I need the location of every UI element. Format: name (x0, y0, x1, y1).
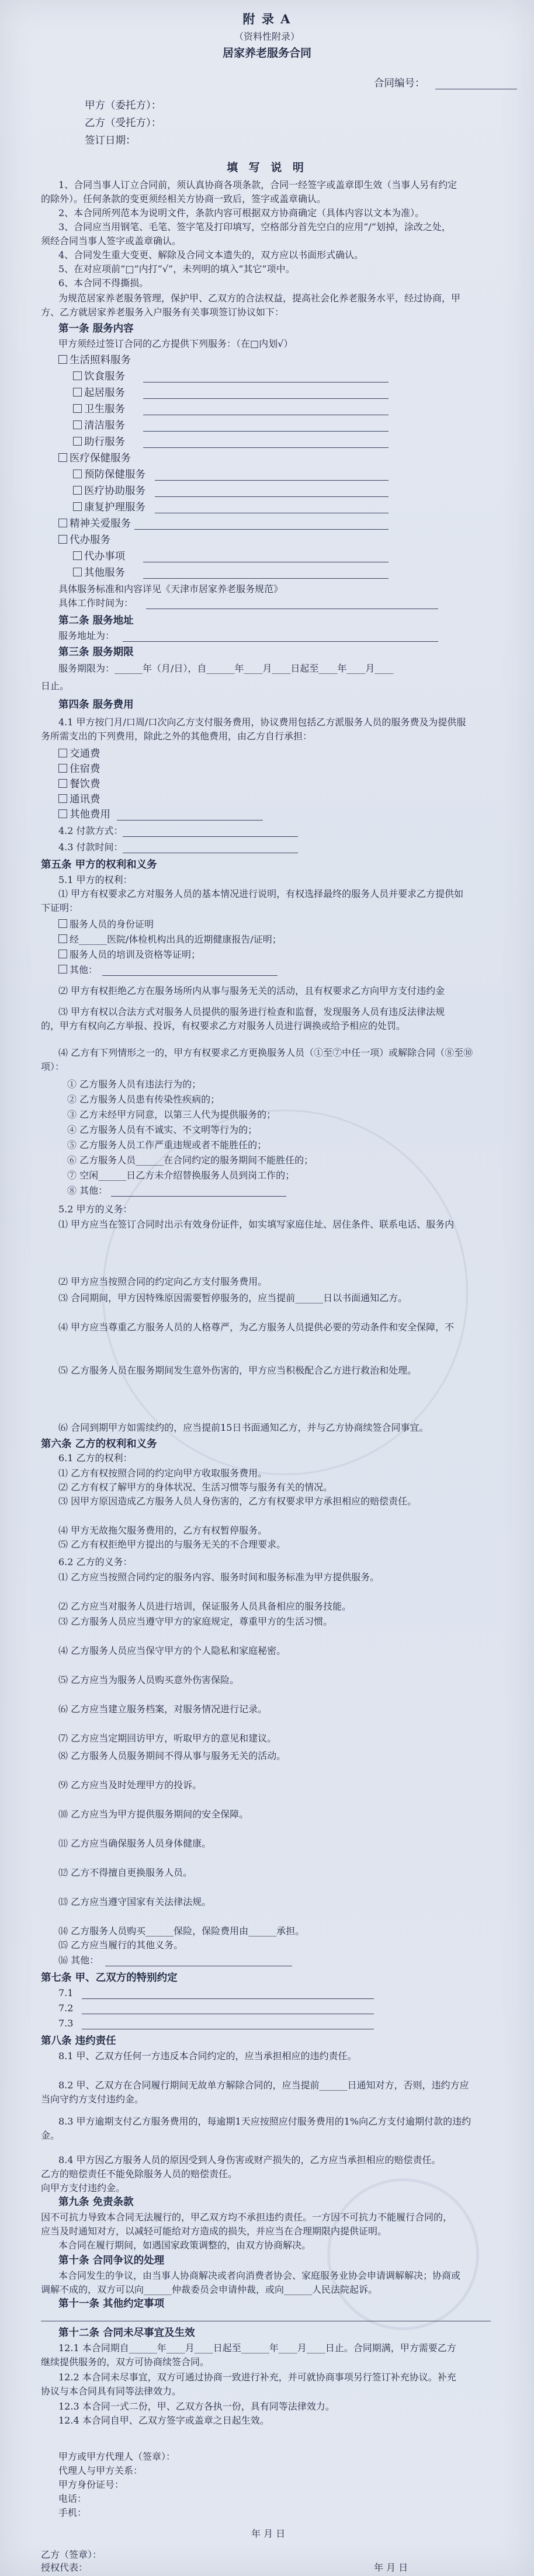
clause-line: ⑵ 甲方应当按照合同的约定向乙方支付服务费用。 (58, 1276, 268, 1287)
article-7-heading: 第七条 甲、乙双方的特别约定 (41, 1972, 178, 1984)
checkbox[interactable] (58, 779, 67, 788)
party-a-id-label: 甲方身份证号： (58, 2479, 124, 2490)
article-1-intro: 甲方须经过签订合同的乙方提供下列服务：（在□内划√） (58, 338, 293, 349)
service-address-label: 服务地址为： (58, 630, 115, 641)
service-item: 起居服务 (73, 387, 125, 399)
preamble-line: 方、乙方就居家养老服务入户服务有关事项签订协议如下： (41, 307, 285, 318)
clause-line: 8.1 甲、乙双方任何一方违反本合同约定的，应当承担相应的违约责任。 (58, 2050, 357, 2062)
party-b-representative-label: 授权代表： (41, 2562, 88, 2573)
clause-line: ⑹ 合同到期甲方如需续约的，应当提前15日书面通知乙方，并与乙方协商续签合同事宜。 (58, 1422, 429, 1433)
clause-line: ⑷ 甲方应当尊重乙方服务人员的人格尊严，为乙方服务人员提供必要的劳动条件和安全保障，不 (58, 1322, 455, 1333)
doc-item: 服务人员的身份证明 (58, 918, 154, 931)
service-period-tail: 日止。 (41, 680, 70, 691)
clause-line: ⑴ 乙方应当按照合同约定的服务内容、服务时间和服务标准为甲方提供服务。 (58, 1572, 380, 1583)
service-item: 饮食服务 (73, 370, 125, 383)
clause-line: ⑿ 乙方不得擅自更换服务人员。 (58, 1867, 193, 1878)
clause-line: ⑴ 甲方有权要求乙方对服务人员的基本情况进行说明，有权选择最终的服务人员并要求乙方提供如 (58, 888, 464, 899)
payment-time-label: 4.3 付款时间： (58, 842, 123, 853)
article-12-heading: 第十二条 合同未尽事宜及生效 (58, 2327, 195, 2339)
fee-paragraph: 务所需支出的下列费用，除此之外的其他费用，由乙方自行承担： (41, 731, 313, 742)
checkbox[interactable] (73, 568, 82, 576)
clause-line: ⑴ 乙方有权按照合同的约定向甲方收取服务费用。 (58, 1468, 268, 1479)
appendix-note: （资料性附录） (234, 31, 300, 42)
special-clause: 7.1 (58, 1987, 74, 1998)
checkbox[interactable] (58, 355, 67, 364)
party-a-signature-label: 甲方或甲方代理人（签章）： (58, 2451, 176, 2462)
party-a-duties-label: 5.2 甲方的义务： (58, 1204, 133, 1215)
service-period-line: 服务期限为：______年（月/日），自______年____月____日起至____年____月____ (58, 663, 394, 674)
checkbox[interactable] (58, 749, 67, 757)
service-item: 预防保健服务 (73, 468, 145, 481)
clause-line: ⑷ 乙方服务人员应当保守甲方的个人隐私和家庭秘密。 (58, 1645, 286, 1656)
party-a-date: 年 月 日 (251, 2528, 286, 2539)
article-1-heading: 第一条 服务内容 (58, 323, 134, 335)
party-b-duties-label: 6.2 乙方的义务： (58, 1556, 133, 1567)
checkbox[interactable] (73, 470, 82, 478)
condition-item: ④ 乙方服务人员有不诚实、不文明等行为的； (67, 1124, 258, 1135)
clause-line: 本合同在履行期间，如遇国家政策调整的，由双方协商解决。 (58, 2240, 311, 2251)
clause-line: ⑼ 乙方应当及时处理甲方的投诉。 (58, 1779, 202, 1791)
clause-line: 12.4 本合同自甲、乙双方签字或盖章之日起生效。 (58, 2415, 269, 2426)
checkbox[interactable] (73, 502, 82, 511)
instruction-line: 4、合同发生重大变更、解除及合同文本遗失的，双方应以书面形式确认。 (58, 249, 364, 260)
clause-line: ⒀ 乙方应当遵守国家有关法律法规。 (58, 1896, 211, 1907)
special-clause: 7.3 (58, 2018, 74, 2029)
instruction-line: 2、本合同所列范本为说明文件，条款内容可根据双方协商确定（具体内容以文本为准）。 (58, 207, 425, 218)
clause-line: ⑶ 因甲方原因造成乙方服务人员人身伤害的，乙方有权要求甲方承担相应的赔偿责任。 (58, 1496, 417, 1507)
checkbox[interactable] (58, 794, 67, 803)
article-4-heading: 第四条 服务费用 (58, 699, 134, 711)
checkbox[interactable] (73, 551, 82, 560)
condition-item: ⑦ 空闲______日乙方未介绍替换服务人员到岗工作的； (67, 1170, 295, 1181)
clause-line: ⑷ 甲方无故拖欠服务费用的，乙方有权暂停服务。 (58, 1525, 268, 1536)
article-11-heading: 第十一条 其他约定事项 (58, 2298, 165, 2310)
clause-line: 本合同发生的争议，由当事人协商解决或者向消费者协会、家庭服务业协会申请调解解决；协商或 (58, 2270, 461, 2281)
party-a-mobile-label: 手机： (58, 2507, 87, 2518)
clause-line: 12.2 本合同未尽事宜，双方可通过协商一致进行补充，并可就协商事项另行签订补充协议。补充 (58, 2372, 456, 2383)
clause-line: 8.2 甲、乙双方在合同履行期间无故单方解除合同的，应当提前______日通知对方，否则，违约方应 (58, 2080, 469, 2091)
checkbox[interactable] (73, 420, 82, 429)
article-8-heading: 第八条 违约责任 (41, 2035, 116, 2047)
article-3-heading: 第三条 服务期限 (58, 646, 134, 658)
clause-line: ⑺ 乙方应当定期回访甲方，听取甲方的意见和建议。 (58, 1733, 277, 1744)
preamble-line: 为规范居家养老服务管理，保护甲、乙双方的合法权益，提高社会化养老服务水平，经过协商，甲 (58, 293, 461, 304)
service-category: 医疗保健服务 (58, 452, 131, 465)
condition-item: ⑤ 乙方服务人员工作严重违规或者不能胜任的； (67, 1139, 267, 1150)
clause-line: ⑵ 乙方应当对服务人员进行培训，保证服务人员具备相应的服务技能。 (58, 1601, 352, 1612)
service-item: 医疗协助服务 (73, 485, 145, 498)
instruction-line: 1、合同当事人订立合同前，须认真协商各项条款，合同一经签字或盖章即生效（当事人另有约定 (58, 179, 457, 190)
clause-line: ⑵ 甲方有权拒绝乙方在服务场所内从事与服务无关的活动，且有权要求乙方向甲方支付违约金 (58, 985, 445, 996)
clause-line: ⑹ 乙方应当建立服务档案，对服务情况进行记录。 (58, 1704, 268, 1715)
checkbox[interactable] (58, 453, 67, 462)
checkbox[interactable] (73, 388, 82, 397)
clause-line: 当向守约方支付违约金。 (41, 2094, 144, 2105)
service-item: 清洁服务 (73, 419, 125, 432)
checkbox[interactable] (58, 934, 67, 943)
clause-line: ⑸ 乙方服务人员在服务期间发生意外伤害的，甲方应当积极配合乙方进行救治和处理。 (58, 1365, 417, 1376)
clause-line: 8.4 甲方因乙方服务人员的原因受到人身伤害或财产损失的，乙方应当承担相应的赔偿责任。 (58, 2154, 441, 2165)
article-9-heading: 第九条 免责条款 (58, 2196, 134, 2208)
clause-line: 向甲方支付违约金。 (41, 2182, 126, 2193)
agent-relation-label: 代理人与甲方关系： (58, 2465, 143, 2476)
clause-line: ⒂ 乙方应当履行的其他义务。 (58, 1939, 183, 1951)
clause-line: 12.3 本合同一式二份，甲、乙双方各执一份，具有同等法律效力。 (58, 2401, 335, 2412)
condition-item: ⑧ 其他： (67, 1185, 108, 1196)
service-category: 代办服务 (58, 534, 110, 547)
checkbox[interactable] (73, 486, 82, 495)
clause-line: 因不可抗力导致本合同无法履行的，甲乙双方均不承担违约责任。一方因不可抗力不能履行合同的， (41, 2212, 453, 2223)
service-item: 助行服务 (73, 436, 125, 449)
article-6-heading: 第六条 乙方的权利和义务 (41, 1438, 157, 1450)
clause-line: ⑷ 乙方有下列情形之一的，甲方有权要求乙方更换服务人员（①至⑦中任一项）或解除合同（⑧至⑩ (58, 1047, 473, 1058)
article-10-heading: 第十条 合同争议的处理 (58, 2255, 165, 2266)
clause-line: 调解不成的，双方可以向______仲裁委员会申请仲裁，或向______人民法院起诉。 (41, 2284, 378, 2295)
work-time-label: 具体工作时间为： (58, 597, 134, 609)
service-item: 代办事项 (73, 550, 125, 563)
contract-number-label: 合同编号： (374, 78, 425, 89)
service-item: 其他服务 (73, 566, 125, 579)
clause-line: ⑶ 甲方有权以合法方式对服务人员提供的服务进行检查和监督，发现服务人员有违反法律法规 (58, 1006, 445, 1017)
clause-line: ⑽ 乙方应当为甲方提供服务期间的安全保障。 (58, 1809, 249, 1820)
clause-line: ⑸ 乙方有权拒绝甲方提出的与服务无关的不合理要求。 (58, 1539, 286, 1550)
article-5-heading: 第五条 甲方的权利和义务 (41, 859, 157, 871)
checkbox[interactable] (73, 437, 82, 446)
fee-item: 交通费 (58, 748, 100, 760)
condition-item: ① 乙方服务人员有违法行为的； (67, 1079, 202, 1090)
checkbox[interactable] (58, 519, 67, 527)
checkbox[interactable] (73, 371, 82, 380)
clause-line: ⑻ 乙方服务人员服务期间不得从事与服务无关的活动。 (58, 1750, 286, 1761)
clause-line: 8.3 甲方逾期支付乙方服务费用的，每逾期1天应按照应付服务费用的1%向乙方支付逾期付款的违约 (58, 2116, 471, 2127)
checkbox[interactable] (58, 965, 67, 974)
clause-line: 下证明： (41, 902, 79, 913)
clause-line: ⑾ 乙方应当确保服务人员身体健康。 (58, 1838, 211, 1849)
fee-item: 其他费用 (58, 808, 110, 821)
service-category: 生活照料服务 (58, 354, 131, 367)
party-b-rights-label: 6.1 乙方的权利： (58, 1452, 133, 1463)
doc-item: 经______医院/体检机构出具的近期健康报告/证明； (58, 933, 282, 946)
clause-line: ⑴ 甲方应当在签订合同时出示有效身份证件，如实填写家庭住址、居住条件、联系电话、服务内 (58, 1219, 455, 1230)
clause-line: ⒁ 乙方服务人员购买______保险，保险费用由______承担。 (58, 1925, 305, 1937)
checkbox[interactable] (73, 404, 82, 413)
checkbox[interactable] (58, 764, 67, 773)
clause-line: ⑸ 乙方应当为服务人员购买意外伤害保险。 (58, 1674, 240, 1685)
condition-item: ③ 乙方未经甲方同意，以第三人代为提供服务的； (67, 1109, 276, 1120)
doc-item: 服务人员的培训及资格等证明； (58, 948, 200, 961)
clause-line: ⑶ 乙方服务人员应当遵守甲方的家庭规定，尊重甲方的生活习惯。 (58, 1616, 333, 1627)
clause-line: 应当及时通知对方，以减轻可能给对方造成的损失，并应当在合理期限内提供证明。 (41, 2226, 387, 2237)
clause-line: 的，甲方有权向乙方举报、投诉，有权要求乙方对服务人员进行调换或给予相应的处罚。 (41, 1020, 406, 1031)
special-clause: 7.2 (58, 2003, 74, 2014)
clause-line: ⑶ 合同期间，甲方因特殊原因需要暂停服务的，应当提前______日以书面通知乙方。 (58, 1292, 408, 1303)
appendix-label: 附 录 A (242, 12, 292, 26)
instruction-line: 须经合同当事人签字或盖章确认。 (41, 235, 182, 246)
condition-item: ② 乙方服务人员患有传染性疾病的； (67, 1094, 220, 1105)
doc-item: 其他： (58, 964, 98, 976)
payment-method-label: 4.2 付款方式： (58, 825, 123, 836)
article-2-heading: 第二条 服务地址 (58, 615, 134, 627)
party-b-date: 年 月 日 (374, 2562, 408, 2573)
party-a-rights-label: 5.1 甲方的权利： (58, 874, 133, 885)
service-standard-note: 具体服务标准和内容详见《天津市居家养老服务规范》 (58, 583, 283, 595)
fee-item: 住宿费 (58, 763, 100, 776)
clause-line: ⑵ 乙方有权了解甲方的身体状况、生活习惯等与服务有关的情况。 (58, 1482, 333, 1493)
service-category: 精神关爱服务 (58, 517, 131, 530)
instruction-line: 的除外）。任何条款的变更须经相关方协商一致后，签字或盖章确认。 (41, 193, 327, 204)
checkbox[interactable] (58, 535, 67, 544)
faint-seal-stamp (327, 2178, 479, 2330)
clause-line: ⒃ 其他： (58, 1955, 99, 1966)
clause-line: 项）： (41, 1061, 65, 1072)
clause-line: 12.1 本合同期自______年____月____日起至______年____月____日止。合同期满，甲方需要乙方 (58, 2342, 456, 2353)
party-a-label: 甲方（委托方）： (85, 100, 162, 112)
clause-line: 协议与本合同具有同等法律效力。 (41, 2386, 182, 2397)
party-a-phone-label: 电话： (58, 2493, 87, 2504)
party-b-signature-label: 乙方（签章）： (41, 2549, 102, 2560)
service-item: 康复护理服务 (73, 501, 145, 514)
clause-line: 金。 (41, 2130, 60, 2141)
clause-line: 继续提供服务的，双方可协商续签合同。 (41, 2356, 210, 2368)
fee-item: 餐饮费 (58, 778, 100, 791)
condition-item: ⑥ 乙方服务人员______在合同约定的服务期间不能胜任的； (67, 1155, 314, 1166)
sign-date-label: 签订日期： (85, 135, 136, 147)
fee-item: 通讯费 (58, 793, 100, 806)
page-title: 居家养老服务合同 (222, 47, 311, 60)
service-item: 卫生服务 (73, 403, 125, 416)
clause-line: 乙方的赔偿责任不能免除服务人员的赔偿责任。 (41, 2168, 238, 2179)
checkbox[interactable] (58, 950, 67, 958)
fee-paragraph: 4.1 甲方按门月/口周/口次向乙方支付服务费用，协议费用包括乙方派服务人员的服务费及为提供服 (58, 717, 466, 728)
instruction-line: 6、本合同不得撕损。 (58, 277, 149, 288)
checkbox[interactable] (58, 809, 67, 818)
instruction-line: 3、合同应当用钢笔、毛笔、签字笔及打印填写，空格部分首先空白的应用“/”划掉，涂改之处， (58, 221, 451, 232)
instructions-heading: 填 写 说 明 (227, 161, 307, 174)
instruction-line: 5、在对应项前“□”内打“√”，未列明的填入“其它”项中。 (58, 263, 295, 274)
party-b-label: 乙方（受托方）： (85, 117, 162, 129)
checkbox[interactable] (58, 919, 67, 928)
